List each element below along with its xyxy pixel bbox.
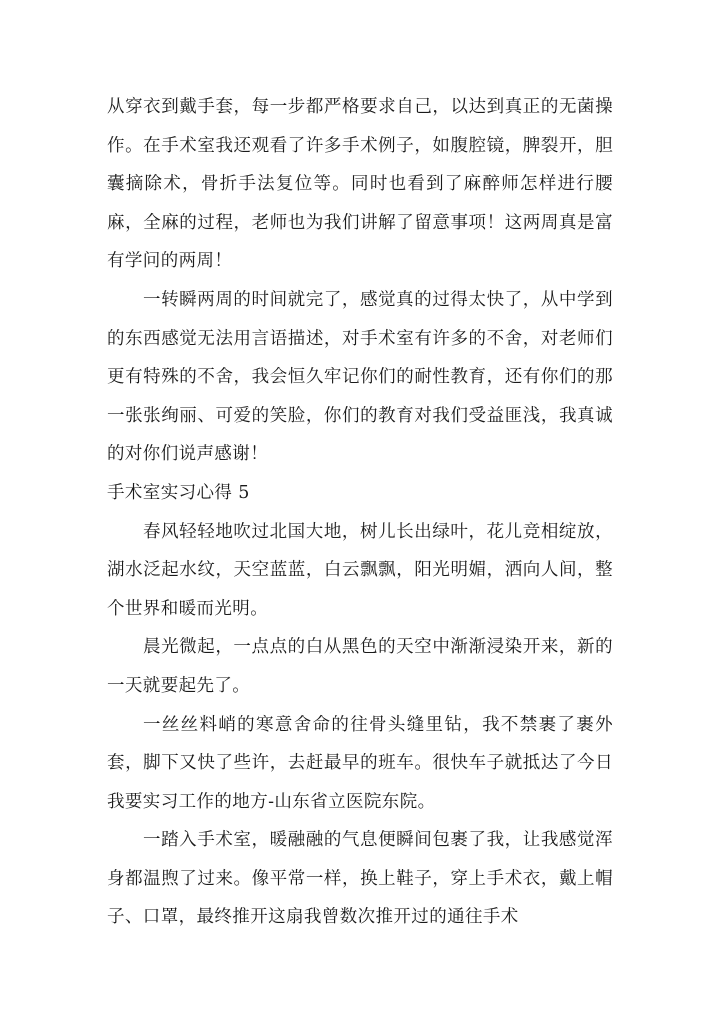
paragraph-3: 春风轻轻地吹过北国大地，树儿长出绿叶，花儿竞相绽放，湖水泛起水纹，天空蓝蓝，白云飘飘，阳光明媚，洒向人间，整个世界和暖而光明。 [107, 521, 613, 619]
paragraph-5: 一丝丝料峭的寒意舍命的往骨头缝里钻，我不禁裹了裹外套，脚下又快了些许，去赶最早的班车。很快车子就抵达了今日我要实习工作的地方-山东省立医院东院。 [107, 714, 613, 812]
paragraph-1: 从穿衣到戴手套，每一步都严格要求自己，以达到真正的无菌操作。在手术室我还观看了许多手术例子，如腹腔镜，脾裂开，胆囊摘除术，骨折手法复位等。同时也看到了麻醉师怎样进行腰麻，全麻的过程，老师也为我们讲解了留意事项！这两周真是富有学问的两周！ [107, 97, 613, 272]
section-heading: 手术室实习心得 5 [107, 482, 250, 503]
paragraph-2: 一转瞬两周的时间就完了，感觉真的过得太快了，从中学到的东西感觉无法用言语描述，对手术室有许多的不舍，对老师们更有特殊的不舍，我会恒久牢记你们的耐性教育，还有你们的那一张张绚丽、可爱的笑脸，你们的教育对我们受益匪浅，我真诚的对你们说声感谢！ [107, 289, 613, 465]
paragraph-6: 一踏入手术室，暖融融的气息便瞬间包裹了我，让我感觉浑身都温煦了过来。像平常一样，换上鞋子，穿上手术衣，戴上帽子、口罩，最终推开这扇我曾数次推开过的通往手术 [107, 830, 613, 928]
paragraph-4: 晨光微起，一点点的白从黑色的天空中渐渐浸染开来，新的一天就要起先了。 [107, 637, 613, 696]
document-page [107, 88, 613, 937]
